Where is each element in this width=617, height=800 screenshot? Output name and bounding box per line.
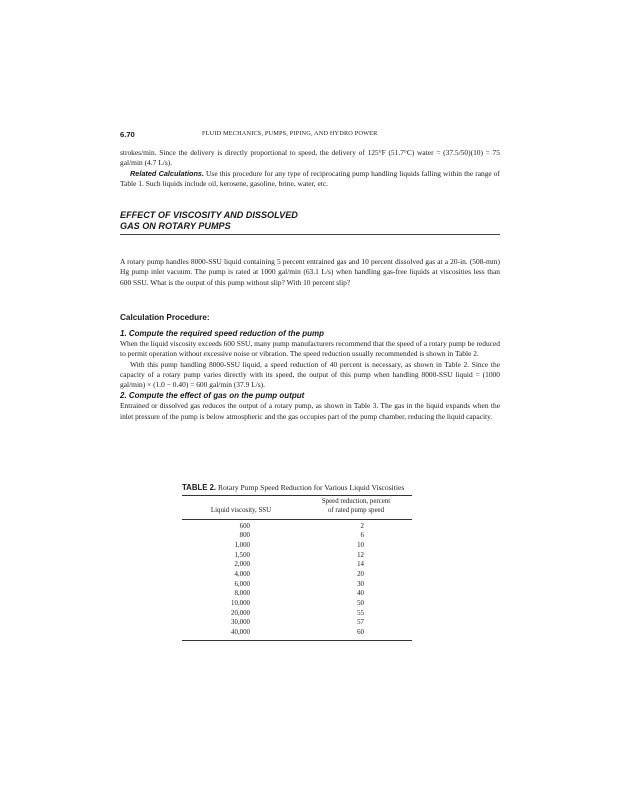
table-row <box>182 580 412 590</box>
step-1-paragraph-1: When the liquid viscosity exceeds 600 SSU, many pump manufacturers recommend that the speed of a rotary pump be reduced to permit operation without excessive noise or vibration. The speed reduction usually recommended is shown in Table 2. <box>120 339 500 359</box>
problem-statement <box>120 257 500 288</box>
table-row <box>182 618 412 628</box>
table-row <box>182 628 412 641</box>
table-row <box>182 560 412 570</box>
cell-speed-reduction: 55 <box>357 609 364 617</box>
table-row <box>182 519 412 531</box>
cell-viscosity: 800 <box>239 532 250 540</box>
cell-speed-reduction: 14 <box>357 561 364 569</box>
cell-speed-reduction: 60 <box>357 628 364 636</box>
table-2-body <box>182 519 412 641</box>
table-row <box>182 589 412 599</box>
step-2-paragraph-1: Entrained or dissolved gas reduces the output of a rotary pump, as shown in Table 3. The gas in the liquid expands when the inlet pressure of the pump is below atmospheric and the gas occupies part of the pump chamber, reducing the liquid capacity. <box>120 401 500 421</box>
intro-block <box>120 148 500 189</box>
section-title <box>120 210 500 235</box>
table-2-grid <box>182 495 412 641</box>
cell-viscosity: 600 <box>239 522 250 530</box>
step-1-title: 1. Compute the required speed reduction of the pump <box>120 329 325 338</box>
table-2-title: Rotary Pump Speed Reduction for Various Liquid Viscosities <box>216 483 405 492</box>
step-1-paragraph-2: With this pump handling 8000-SSU liquid, a speed reduction of 40 percent is necessary, as shown in Table 2. Since the capacity of a rotary pump varies directly with its speed, the output of this pump when handling 8000-SSU liquid = (1000 gal/min) × (1.0 − 0.40) = 600 gal/min (37.9 L/s). <box>120 359 500 390</box>
cell-viscosity: 1,500 <box>234 551 250 559</box>
problem-paragraph: A rotary pump handles 8000-SSU liquid containing 5 percent entrained gas and 10 percent dissolved gas at a 20-in. (508-mm) Hg pump inlet vacuum. The pump is rated at 1000 gal/min (63.1 L/s) when handling gas-free liquids at viscosities less than 600 SSU. What is the output of this pump without slip? With 10 percent slip? <box>120 257 500 287</box>
cell-viscosity: 1,000 <box>234 541 250 549</box>
cell-speed-reduction: 2 <box>360 522 364 530</box>
cell-speed-reduction: 10 <box>357 541 364 549</box>
cell-viscosity: 40,000 <box>231 628 250 636</box>
cell-speed-reduction: 57 <box>357 619 364 627</box>
page-number: 6.70 <box>120 130 135 139</box>
calculation-steps <box>120 328 500 422</box>
table-row <box>182 599 412 609</box>
book-title: FLUID MECHANICS, PUMPS, PIPING, AND HYDRO POWER <box>202 130 378 137</box>
step-2-title: 2. Compute the effect of gas on the pump output <box>120 391 305 401</box>
table-row <box>182 531 412 541</box>
cell-speed-reduction: 30 <box>357 580 364 588</box>
related-calculations-text: Use this procedure for any type of reciprocating pump handling liquids falling within the range of Table 1. Such liquids include oil, kerosene, gasoline, brine, water, etc. <box>120 168 500 188</box>
related-calculations-label: Related Calculations. <box>130 168 204 178</box>
table-2 <box>182 483 412 641</box>
cell-viscosity: 30,000 <box>231 619 250 627</box>
cell-viscosity: 8,000 <box>234 590 250 598</box>
cell-viscosity: 10,000 <box>231 599 250 607</box>
cell-speed-reduction: 50 <box>357 599 364 607</box>
cell-viscosity: 6,000 <box>234 580 250 588</box>
cell-speed-reduction: 20 <box>357 570 364 578</box>
table-2-label: TABLE 2. <box>182 483 217 492</box>
col-header-viscosity: Liquid viscosity, SSU <box>210 506 272 514</box>
cell-speed-reduction: 12 <box>357 551 364 559</box>
calculation-procedure-heading: Calculation Procedure: <box>120 313 210 322</box>
related-calculations-paragraph <box>120 169 500 190</box>
cell-speed-reduction: 40 <box>357 590 364 598</box>
col-header-speed-reduction-line-1: Speed reduction, percent <box>321 498 391 505</box>
table-2-caption <box>182 483 412 493</box>
table-header-row <box>182 496 412 520</box>
col-header-speed-reduction <box>300 496 412 520</box>
cell-viscosity: 4,000 <box>234 570 250 578</box>
cell-viscosity: 20,000 <box>231 609 250 617</box>
table-row <box>182 541 412 551</box>
intro-paragraph: strokes/min. Since the delivery is directly proportional to speed, the delivery of 125°F (51.7°C) water = (37.5/50)(10) = 75 gal/min (4.7 L/s). <box>120 148 500 168</box>
table-row <box>182 551 412 561</box>
running-head <box>120 130 500 142</box>
col-header-speed-reduction-line-2: of rated pump speed <box>327 506 385 514</box>
cell-speed-reduction: 6 <box>360 532 364 540</box>
section-title-line-2: GAS ON ROTARY PUMPS <box>120 221 231 232</box>
table-row <box>182 609 412 619</box>
cell-viscosity: 2,000 <box>234 561 250 569</box>
table-row <box>182 570 412 580</box>
section-title-line-1: EFFECT OF VISCOSITY AND DISSOLVED <box>120 210 298 220</box>
